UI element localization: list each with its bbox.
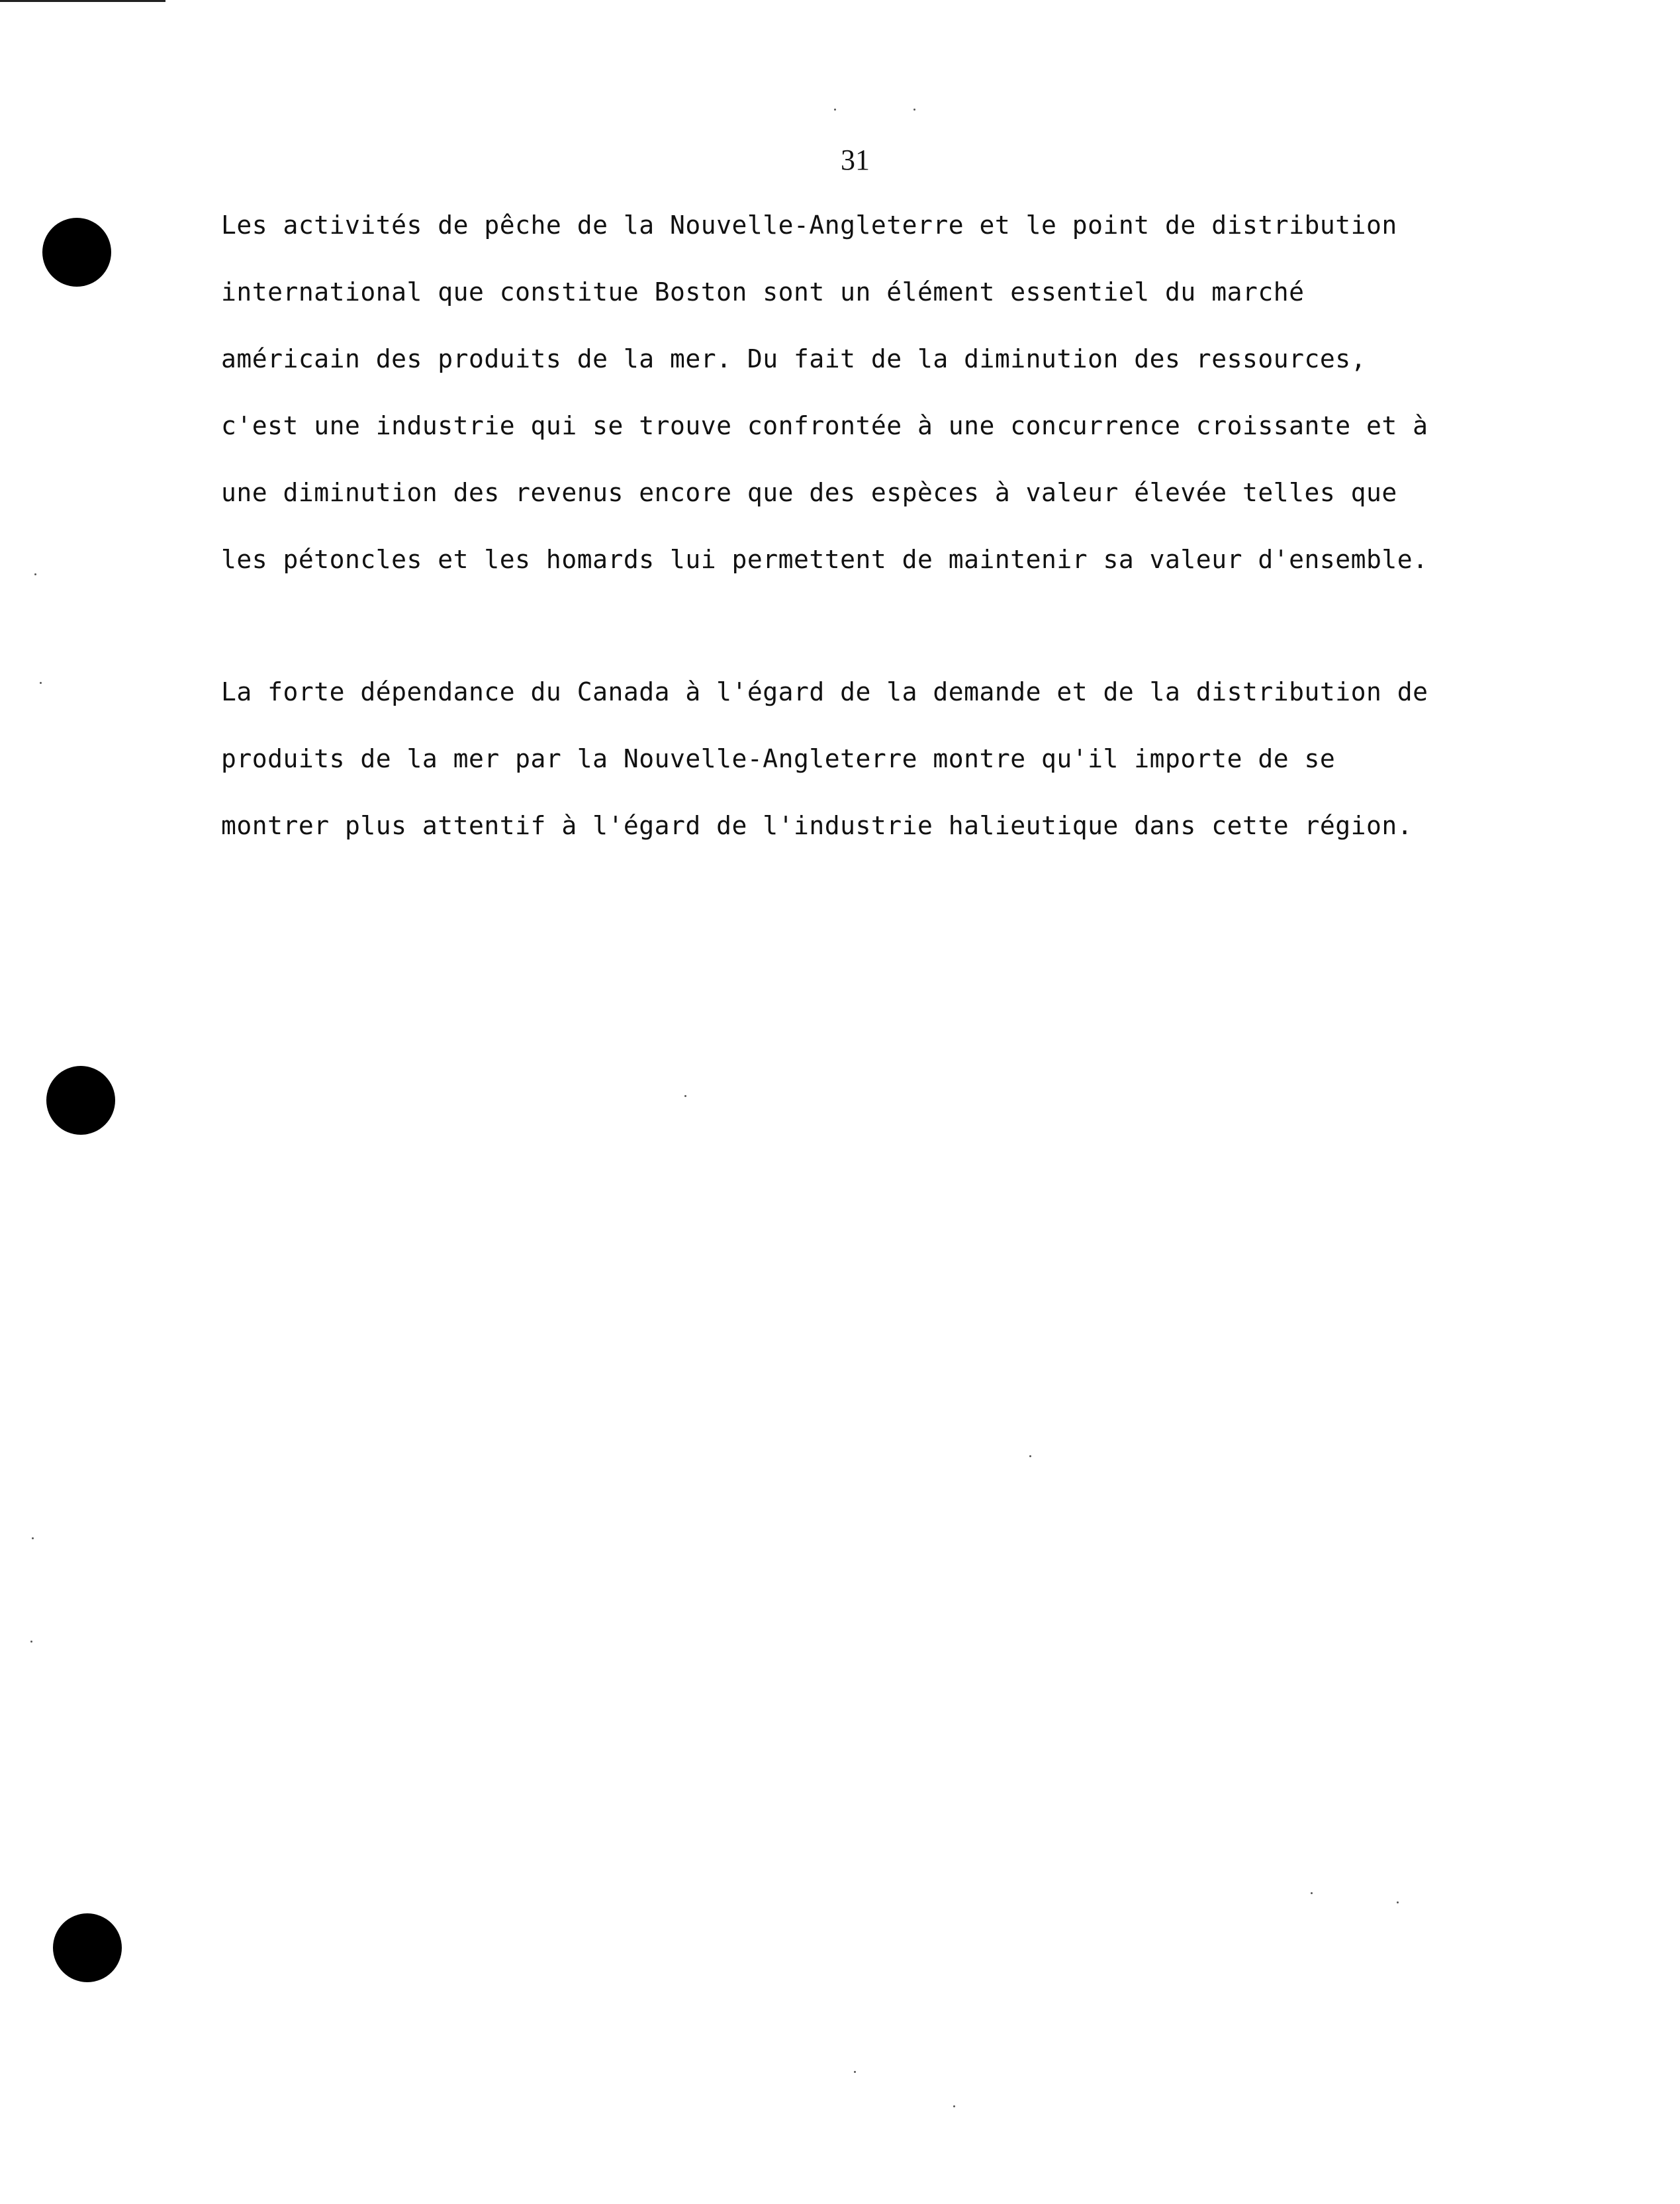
text-line: américain des produits de la mer. Du fait de la diminution des ressources, [221,344,1366,373]
scan-speck [32,1537,34,1539]
binder-hole-bottom [53,1913,122,1982]
scan-speck [1311,1892,1313,1894]
scan-speck [854,2071,856,2073]
page-number: 31 [841,144,870,176]
binder-hole-top [42,218,111,287]
text-line: les pétoncles et les homards lui permettent de maintenir sa valeur d'ensemble. [221,545,1428,574]
text-line: c'est une industrie qui se trouve confrontée à une concurrence croissante et à [221,411,1428,440]
scan-speck [834,109,836,111]
text-line: produits de la mer par la Nouvelle-Angleterre montre qu'il importe de se [221,744,1336,773]
text-line: Les activités de pêche de la Nouvelle-Angleterre et le point de distribution [221,211,1397,240]
binder-hole-middle [46,1066,115,1135]
scan-speck [40,682,42,684]
scan-speck [30,1641,32,1643]
text-line: international que constitue Boston sont un élément essentiel du marché [221,277,1305,307]
scan-speck [1397,1901,1399,1903]
paragraph-canada-dependence [221,659,1565,859]
paragraph-new-england-fisheries [221,192,1565,593]
scan-speck [684,1095,686,1097]
scan-speck [1029,1455,1031,1457]
scan-speck [34,573,36,575]
text-line: une diminution des revenus encore que des espèces à valeur élevée telles que [221,478,1397,507]
scan-speck [913,109,915,111]
scan-speck [953,2105,955,2107]
text-line: La forte dépendance du Canada à l'égard de la demande et de la distribution de [221,677,1428,706]
top-edge-rule [0,0,165,2]
text-line: montrer plus attentif à l'égard de l'industrie halieutique dans cette région. [221,811,1413,840]
